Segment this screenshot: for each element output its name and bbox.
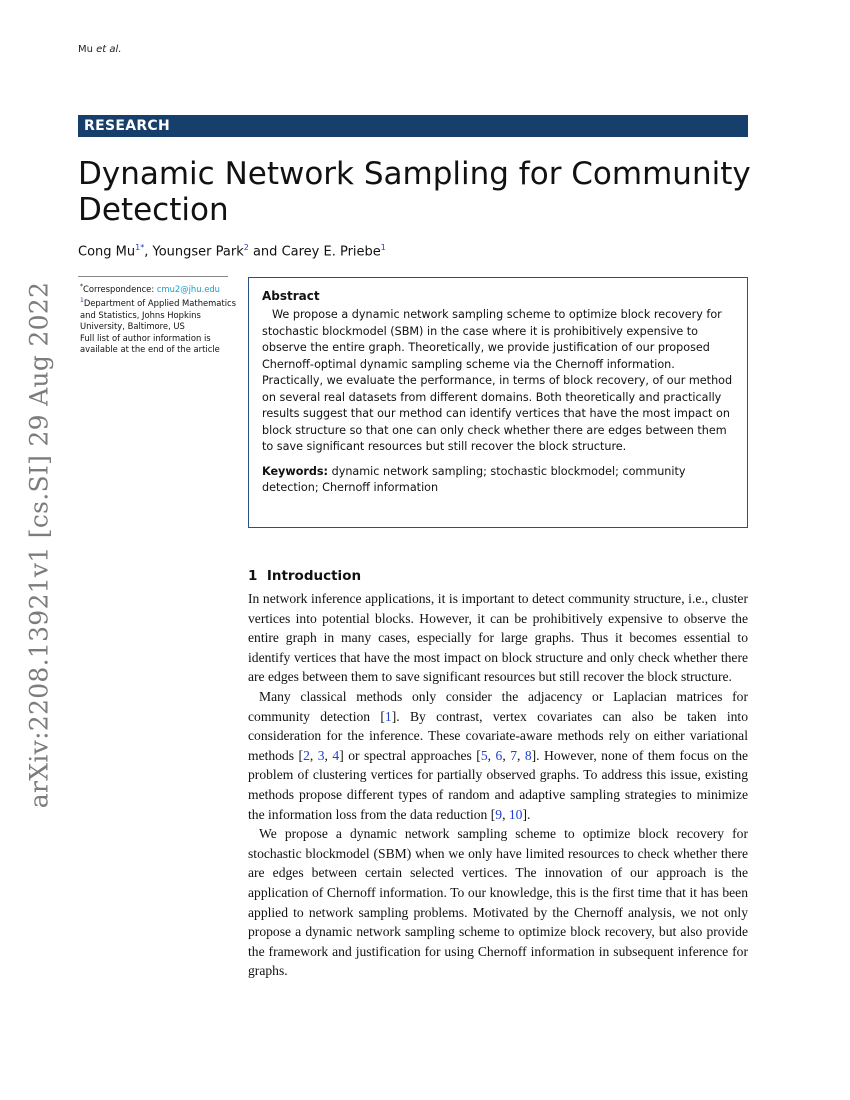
section-banner: RESEARCH [78, 115, 748, 137]
citation-link[interactable]: 9 [495, 806, 503, 822]
author-info-note: Full list of author information is available at the end of the article [80, 332, 220, 355]
body-text [248, 589, 748, 981]
citation-link[interactable]: 2 [303, 747, 310, 763]
affiliation-line: $^1$Department of Applied Mathematics and Statistics, Johns Hopkins University, Baltimore, US [80, 297, 237, 332]
section-heading: 1 Introduction [248, 568, 362, 584]
author-notes [80, 281, 242, 356]
citation-link[interactable]: 10 [508, 806, 523, 822]
running-head: Mu et al. [78, 44, 122, 55]
author-name: Cong Mu [78, 244, 136, 260]
citation-link[interactable]: 5 [480, 747, 488, 763]
paragraph: In network inference applications, it is important to detect community structure, i.e., cluster vertices into potential blocks. However, it can be prohibitively expensive to observe the entire graph in many cases, especially for large graphs. Thus it becomes essential to identify vertices that have the most impact on block structure and only check whether there are edges between them to save significant resources but still recover the block structure. [248, 591, 748, 685]
abstract-text: We propose a dynamic network sampling scheme to optimize block recovery for stochastic blockmodel (SBM) in the case where it is prohibitively expensive to observe the entire graph. Theoretically, we provide justification of our proposed Chernoff-optimal dynamic sampling scheme via the Chernoff information. Practically, we evaluate the performance, in terms of block recovery, of our method on several real datasets from different domains. Both theoretically and practically results suggest that our method can identify vertices that have the most impact on block structure so that one can only check whether there are edges between them to save significant resources but still recover the block structure. [262, 308, 733, 453]
affiliation-link[interactable]: 1 [380, 243, 386, 252]
arxiv-identifier[interactable]: arXiv:2208.13921v1 [cs.SI] 29 Aug 2022 [24, 281, 54, 809]
keywords: Keywords: dynamic network sampling; stochastic blockmodel; community detection; Chernoff information [262, 464, 686, 494]
email-link[interactable]: cmu2@jhu.edu [156, 283, 220, 294]
citation-link[interactable]: 3 [317, 747, 325, 763]
citation-link[interactable]: 8 [524, 747, 532, 763]
citation-link[interactable]: 7 [510, 747, 517, 763]
correspondence-line: *Correspondence: cmu2@jhu.edu [80, 283, 220, 294]
citation-link[interactable]: 6 [495, 747, 503, 763]
paragraph: We propose a dynamic network sampling scheme to optimize block recovery for stochastic blockmodel (SBM) when we only have limited resources to check whether there are edges between certain selected vertices. The innovation of our approach is the application of Chernoff information. To our knowledge, this is the first time that it has been applied to network sampling problems. Motivated by the Chernoff analysis, we not only propose a dynamic network sampling scheme to optimize block recovery, but also provide the framework and justification for using Chernoff information in subsequent inference for graphs. [248, 826, 748, 979]
author-list: Cong $Mu^{1*}$, Youngser Park$^2$ and Carey E. Priebe$^1$ [78, 243, 386, 260]
paragraph: Many classical methods only consider the adjacency or Laplacian matrices for community detection [1]. By contrast, vertex covariates can also be taken into consideration for the inference. These covariate-aware methods rely on either variational methods [2, 3, 4] or spectral approaches [5, 6, 7, 8]. However, none of them focus on the problem of clustering vertices for partially observed graphs. To address this issue, existing methods propose different types of random and adaptive sampling strategies to minimize the information loss from the data reduction [9, 10]. [248, 688, 749, 822]
author-name: Carey E. Priebe [281, 244, 381, 260]
abstract-box [248, 277, 748, 528]
abstract-heading: Abstract [262, 289, 320, 303]
author-name: Youngser Park [152, 244, 244, 260]
sidebar-divider [78, 276, 228, 277]
affiliation-link[interactable]: 2 [243, 243, 249, 252]
citation-link[interactable]: 4 [332, 747, 340, 763]
paper-title: Dynamic Network Sampling for Community Detection [78, 156, 751, 228]
citation-link[interactable]: 1 [384, 708, 392, 724]
affiliation-link[interactable]: 1 [135, 243, 141, 252]
correspondence-marker: * [140, 243, 145, 252]
